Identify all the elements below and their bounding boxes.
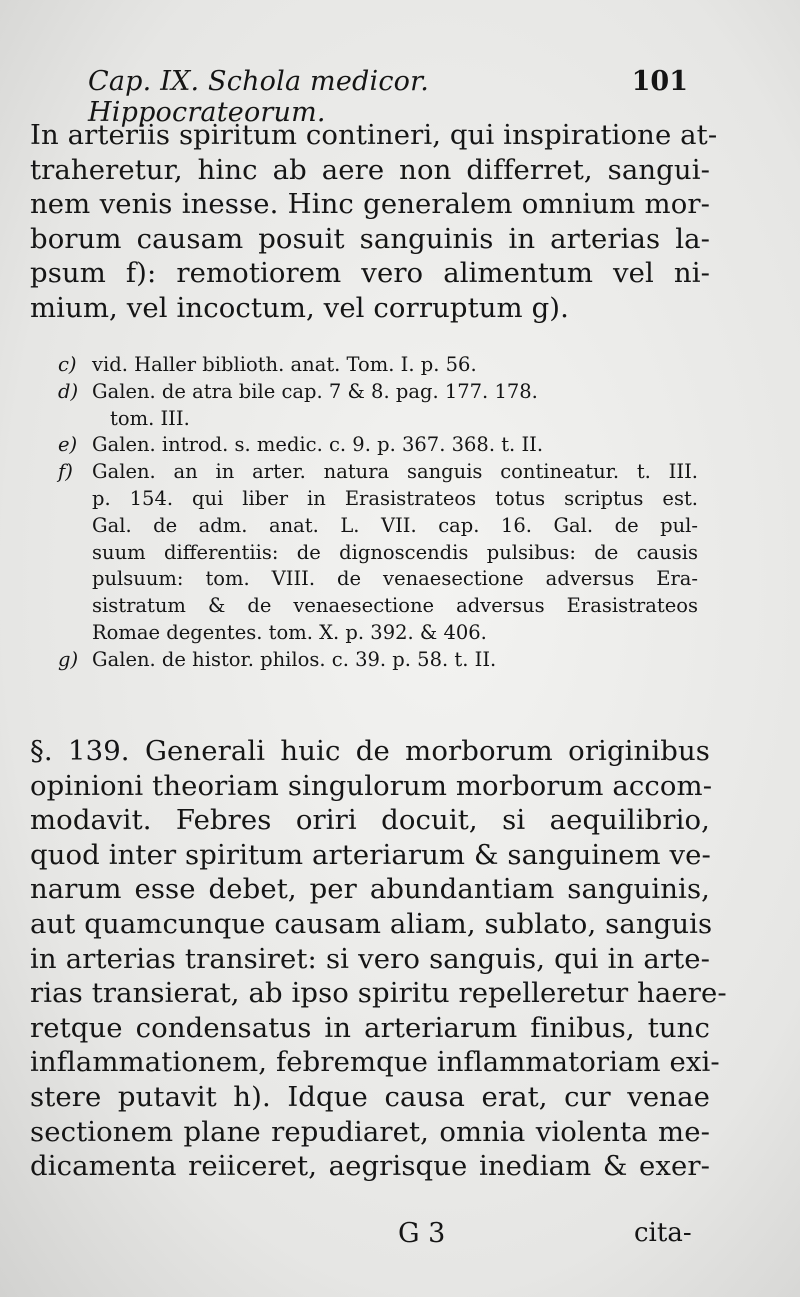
text-line: nem venis inesse. Hinc generalem omnium mor- [30, 188, 710, 221]
footnote-f [58, 459, 698, 647]
footnote-line: pulsuum: tom. VIII. de venaesectione adversus Era- [92, 567, 698, 591]
text-line: quod inter spiritum arteriarum & sanguinem ve- [30, 838, 711, 871]
footnote-marker: c) [58, 353, 77, 376]
footnote-line: p. 154. qui liber in Erasistrateos totus scriptus est. [92, 486, 698, 510]
text-line: modavit. Febres oriri docuit, si aequilibrio, [30, 804, 710, 837]
footnote-d [58, 379, 698, 433]
text-line: opinioni theoriam singulorum morborum accom- [30, 769, 713, 802]
text-line: §. 139. Generali huic de morborum originibus [30, 735, 710, 767]
text-line: psum f): remotiorem vero alimentum vel ni- [30, 257, 710, 290]
footnote-line: tom. III. [110, 406, 190, 430]
text-line: In arteriis spiritum contineri, qui inspiratione at- [30, 119, 718, 151]
page-footer [0, 1218, 800, 1258]
catchword: cita- [634, 1218, 692, 1248]
text-line: inflammationem, febremque inflammatoriam exi- [30, 1046, 720, 1079]
footnote-line: sistratum & de venaesectione adversus Erasistrateos [92, 594, 698, 618]
text-line: stere putavit h). Idque causa erat, cur venae [30, 1080, 710, 1113]
footnote-marker: d) [58, 379, 79, 403]
footnote-line: Galen. de atra bile cap. 7 & 8. pag. 177. 178. [92, 379, 538, 403]
footnote-line: Galen. an in arter. natura sanguis contineatur. t. III. [92, 460, 698, 484]
text-line: mium, vel incoctum, vel corruptum g). [30, 291, 569, 324]
text-line: sectionem plane repudiaret, omnia violenta me- [30, 1115, 710, 1148]
text-line: aut quamcunque causam aliam, sublato, sanguis [30, 907, 713, 940]
page-header [88, 66, 688, 128]
footnote-line: Galen. de histor. philos. c. 39. p. 58. t. II. [92, 647, 497, 671]
footnote-line: suum differentiis: de dignoscendis pulsibus: de causis [92, 540, 698, 564]
text-line: dicamenta reiiceret, aegrisque inediam & exer- [30, 1150, 710, 1183]
footnote-c [58, 352, 698, 379]
text-line: retque condensatus in arteriarum finibus, tunc [30, 1011, 710, 1044]
running-title: Cap. IX. Schola medicor. Hippocrateorum. [88, 66, 430, 128]
footnotes [58, 352, 698, 674]
footnote-g [58, 647, 698, 674]
footnote-marker: f) [58, 460, 73, 484]
footnote-marker: g) [58, 647, 79, 671]
footnote-line: Gal. de adm. anat. L. VII. cap. 16. Gal. de pul- [92, 513, 698, 537]
text-line: borum causam posuit sanguinis in arterias la- [30, 222, 710, 255]
footnote-line: vid. Haller biblioth. anat. Tom. I. p. 56. [92, 353, 477, 376]
text-line: rias transierat, ab ipso spiritu repelleretur haere- [30, 977, 727, 1010]
text-line: in arterias transiret: si vero sanguis, qui in arte- [30, 942, 710, 975]
footnote-e [58, 432, 698, 459]
signature-mark: G 3 [398, 1218, 446, 1249]
page-number: 101 [631, 66, 688, 97]
text-line: narum esse debet, per abundantiam sanguinis, [30, 873, 710, 906]
text-line: traheretur, hinc ab aere non differret, sangui- [30, 153, 710, 186]
paragraph-2 [30, 734, 727, 1184]
paragraph-1 [30, 118, 718, 326]
footnote-marker: e) [58, 433, 78, 457]
footnote-line: Romae degentes. tom. X. p. 392. & 406. [92, 620, 487, 644]
footnote-line: Galen. introd. s. medic. c. 9. p. 367. 368. t. II. [92, 433, 544, 457]
